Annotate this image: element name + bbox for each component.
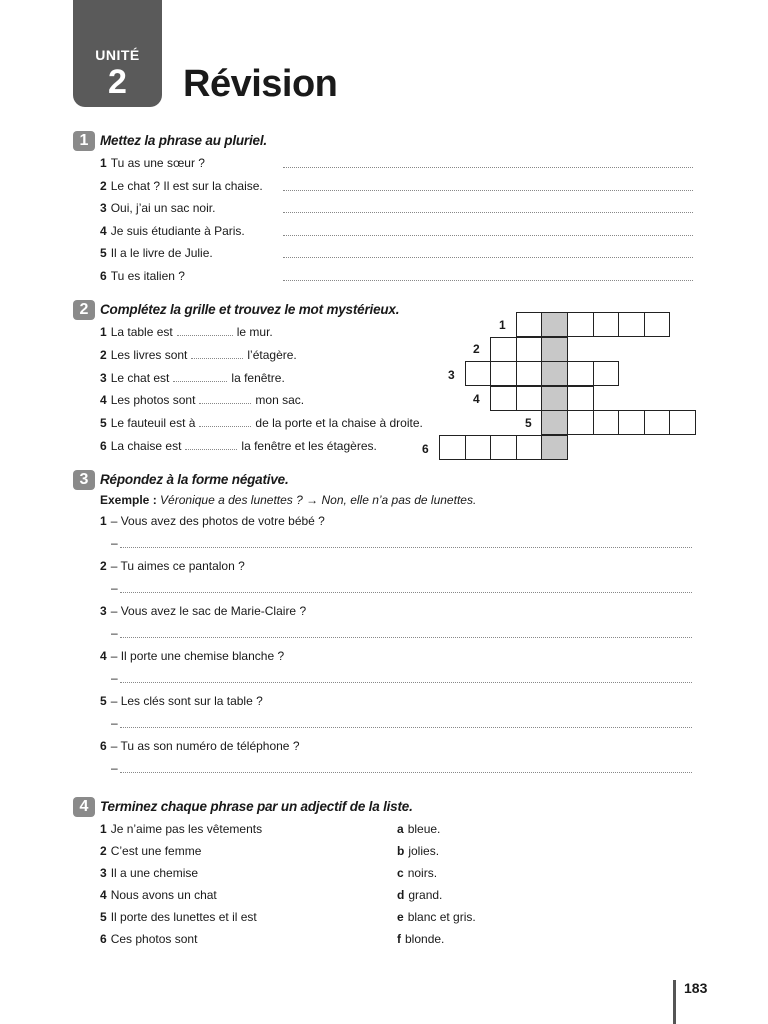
crossword-cell-r6-c3[interactable] bbox=[490, 435, 517, 460]
ex2-blank-3[interactable] bbox=[173, 371, 227, 382]
exercise-2-instruction: Complétez la grille et trouvez le mot mystérieux. bbox=[100, 302, 400, 317]
ex2-blank-5[interactable] bbox=[199, 416, 251, 427]
ex2-item-3: 3 Le chat est la fenêtre. bbox=[100, 371, 285, 385]
page-title: Révision bbox=[183, 63, 338, 105]
exercise-4-badge: 4 bbox=[73, 797, 95, 817]
ex4-choice-e: e blanc et gris. bbox=[397, 910, 476, 924]
crossword-cell-r1-c5[interactable] bbox=[541, 312, 568, 337]
ex1-item-5: 5 Il a le livre de Julie. bbox=[100, 246, 213, 260]
crossword-cell-r1-c6[interactable] bbox=[567, 312, 594, 337]
ex4-item-3: 3 Il a une chemise bbox=[100, 866, 199, 880]
ex4-choice-c: c noirs. bbox=[397, 866, 438, 880]
crossword-cell-r4-c6[interactable] bbox=[567, 386, 594, 411]
crossword-cell-r1-c4[interactable] bbox=[516, 312, 543, 337]
exercise-3-instruction: Répondez à la forme négative. bbox=[100, 472, 289, 487]
ex1-answer-line-5[interactable] bbox=[283, 257, 693, 258]
crossword-number-2: 2 bbox=[473, 342, 480, 356]
crossword-cell-r5-c5[interactable] bbox=[541, 410, 568, 435]
ex3-answer-line-6[interactable] bbox=[120, 772, 692, 773]
ex3-dash-1: – bbox=[111, 536, 118, 550]
ex1-answer-line-2[interactable] bbox=[283, 190, 693, 191]
ex4-choice-d: d grand. bbox=[397, 888, 443, 902]
ex2-item-5: 5 Le fauteuil est à de la porte et la chaise à droite. bbox=[100, 416, 423, 430]
crossword-cell-r2-c4[interactable] bbox=[516, 337, 543, 362]
unit-tab bbox=[73, 0, 162, 107]
ex3-dash-5: – bbox=[111, 716, 118, 730]
crossword-cell-r2-c5[interactable] bbox=[541, 337, 568, 362]
ex2-blank-1[interactable] bbox=[177, 325, 233, 336]
ex1-item-6: 6 Tu es italien ? bbox=[100, 269, 185, 283]
crossword-cell-r4-c5[interactable] bbox=[541, 386, 568, 411]
ex4-choice-f: f blonde. bbox=[397, 932, 445, 946]
crossword-cell-r6-c1[interactable] bbox=[439, 435, 466, 460]
crossword-number-6: 6 bbox=[422, 442, 429, 456]
ex2-item-2: 2 Les livres sont l’étagère. bbox=[100, 348, 297, 362]
crossword-cell-r1-c9[interactable] bbox=[644, 312, 671, 337]
crossword-cell-r4-c4[interactable] bbox=[516, 386, 543, 411]
ex3-answer-line-3[interactable] bbox=[120, 637, 692, 638]
crossword-cell-r3-c3[interactable] bbox=[490, 361, 517, 386]
crossword-cell-r3-c5[interactable] bbox=[541, 361, 568, 386]
ex1-answer-line-4[interactable] bbox=[283, 235, 693, 236]
ex3-example: Exemple : Véronique a des lunettes ? → Non, elle n’a pas de lunettes. bbox=[100, 493, 477, 507]
ex3-answer-line-5[interactable] bbox=[120, 727, 692, 728]
crossword-cell-r6-c2[interactable] bbox=[465, 435, 492, 460]
ex1-answer-line-6[interactable] bbox=[283, 280, 693, 281]
ex3-dash-6: – bbox=[111, 761, 118, 775]
crossword-cell-r5-c10[interactable] bbox=[669, 410, 696, 435]
crossword-number-1: 1 bbox=[499, 318, 506, 332]
ex1-answer-line-1[interactable] bbox=[283, 167, 693, 168]
ex3-answer-line-1[interactable] bbox=[120, 547, 692, 548]
ex1-item-4: 4 Je suis étudiante à Paris. bbox=[100, 224, 245, 238]
crossword-number-4: 4 bbox=[473, 392, 480, 406]
ex4-item-4: 4 Nous avons un chat bbox=[100, 888, 217, 902]
ex1-item-2: 2 Le chat ? Il est sur la chaise. bbox=[100, 179, 263, 193]
ex3-item-1: 1 – Vous avez des photos de votre bébé ? bbox=[100, 514, 325, 528]
page-number: 183 bbox=[684, 980, 708, 996]
crossword-cell-r4-c3[interactable] bbox=[490, 386, 517, 411]
ex2-blank-6[interactable] bbox=[185, 439, 237, 450]
exercise-2-badge: 2 bbox=[73, 300, 95, 320]
crossword-cell-r3-c6[interactable] bbox=[567, 361, 594, 386]
unit-label: UNITÉ bbox=[95, 47, 140, 63]
crossword-cell-r2-c3[interactable] bbox=[490, 337, 517, 362]
exercise-1-badge: 1 bbox=[73, 131, 95, 151]
ex1-answer-line-3[interactable] bbox=[283, 212, 693, 213]
crossword-cell-r3-c4[interactable] bbox=[516, 361, 543, 386]
crossword-number-3: 3 bbox=[448, 368, 455, 382]
ex3-dash-3: – bbox=[111, 626, 118, 640]
exercise-4-instruction: Terminez chaque phrase par un adjectif de la liste. bbox=[100, 799, 413, 814]
ex3-dash-2: – bbox=[111, 581, 118, 595]
ex3-item-3: 3 – Vous avez le sac de Marie-Claire ? bbox=[100, 604, 307, 618]
crossword-number-5: 5 bbox=[525, 416, 532, 430]
ex1-item-3: 3 Oui, j’ai un sac noir. bbox=[100, 201, 216, 215]
page-number-bar bbox=[673, 980, 676, 1024]
ex4-item-1: 1 Je n’aime pas les vêtements bbox=[100, 822, 263, 836]
ex2-item-6: 6 La chaise est la fenêtre et les étagères. bbox=[100, 439, 377, 453]
crossword-cell-r5-c6[interactable] bbox=[567, 410, 594, 435]
ex3-answer-line-2[interactable] bbox=[120, 592, 692, 593]
ex4-item-2: 2 C’est une femme bbox=[100, 844, 202, 858]
ex4-choice-b: b jolies. bbox=[397, 844, 440, 858]
ex3-item-4: 4 – Il porte une chemise blanche ? bbox=[100, 649, 285, 663]
crossword-cell-r3-c7[interactable] bbox=[593, 361, 620, 386]
crossword-cell-r6-c4[interactable] bbox=[516, 435, 543, 460]
exercise-1-instruction: Mettez la phrase au pluriel. bbox=[100, 133, 267, 148]
ex3-item-6: 6 – Tu as son numéro de téléphone ? bbox=[100, 739, 300, 753]
ex4-item-5: 5 Il porte des lunettes et il est bbox=[100, 910, 257, 924]
crossword-cell-r5-c7[interactable] bbox=[593, 410, 620, 435]
ex2-item-1: 1 La table est le mur. bbox=[100, 325, 273, 339]
crossword-cell-r5-c9[interactable] bbox=[644, 410, 671, 435]
unit-number: 2 bbox=[108, 63, 127, 101]
ex4-choice-a: a bleue. bbox=[397, 822, 441, 836]
exercise-3-badge: 3 bbox=[73, 470, 95, 490]
ex2-blank-4[interactable] bbox=[199, 393, 251, 404]
crossword-cell-r5-c8[interactable] bbox=[618, 410, 645, 435]
ex3-dash-4: – bbox=[111, 671, 118, 685]
crossword-cell-r1-c8[interactable] bbox=[618, 312, 645, 337]
ex4-item-6: 6 Ces photos sont bbox=[100, 932, 198, 946]
crossword-cell-r1-c7[interactable] bbox=[593, 312, 620, 337]
ex1-item-1: 1 Tu as une sœur ? bbox=[100, 156, 205, 170]
ex3-item-2: 2 – Tu aimes ce pantalon ? bbox=[100, 559, 245, 573]
ex3-answer-line-4[interactable] bbox=[120, 682, 692, 683]
ex3-item-5: 5 – Les clés sont sur la table ? bbox=[100, 694, 263, 708]
ex2-blank-2[interactable] bbox=[191, 348, 243, 359]
crossword-cell-r6-c5[interactable] bbox=[541, 435, 568, 460]
crossword-cell-r3-c2[interactable] bbox=[465, 361, 492, 386]
ex2-item-4: 4 Les photos sont mon sac. bbox=[100, 393, 305, 407]
